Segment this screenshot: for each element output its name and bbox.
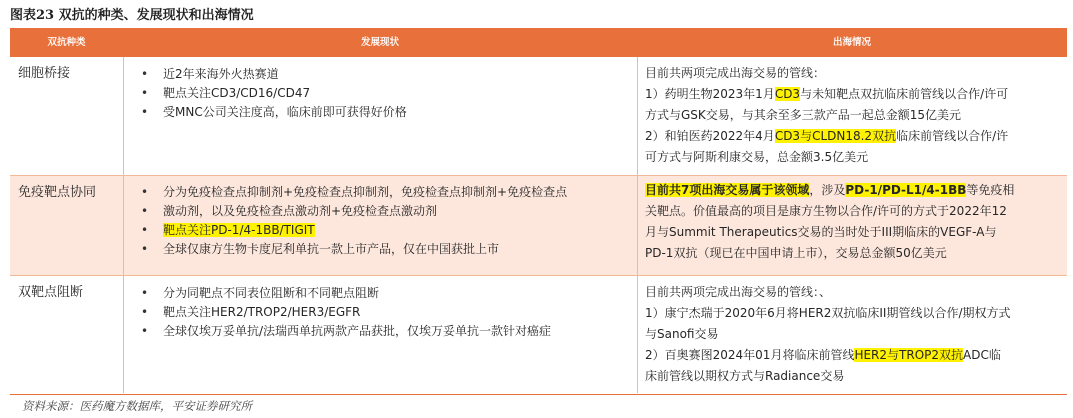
text-span: 等免疫相	[966, 183, 1015, 197]
overseas-line: 目前共两项完成出海交易的管线：、	[645, 285, 832, 299]
overseas-line	[645, 345, 1067, 366]
row-category: 双靶点阻断	[18, 285, 84, 300]
status-bullet: • 全球仅埃万妥单抗/法瑞西单抗两款产品获批，仅埃万妥单抗一款针对癌症	[141, 322, 637, 341]
column-divider	[637, 57, 638, 393]
overseas-line: PD-1双抗（现已在中国申请上市），交易总金额50亿美元	[645, 246, 947, 260]
status-bullet: • 全球仅康方生物卡度尼利单抗一款上市产品，仅在中国获批上市	[141, 240, 637, 259]
highlight-span: HER2与TROP2双抗	[854, 348, 964, 362]
row-overseas	[637, 57, 1067, 168]
row-category: 细胞桥接	[18, 66, 71, 81]
row-overseas	[637, 176, 1067, 264]
text-span: 与未知靶点双抗临床前管线以合作/许可	[800, 87, 1009, 101]
status-continuation	[141, 202, 637, 221]
text-span: 2）百奥赛图2024年01月将临床前管线	[645, 348, 855, 362]
status-bullet: • 分为同靶点不同表位阻断和不同靶点阻断	[141, 284, 637, 303]
text-span: ，涉及	[809, 183, 846, 197]
status-bullet: • 靶点关注CD3/CD16/CD47	[141, 84, 637, 103]
highlight-span: 目前共7项出海交易属于该领域	[645, 183, 810, 197]
header-overseas: 出海情况	[832, 37, 871, 48]
text-span: 1）药明生物2023年1月	[645, 87, 775, 101]
status-bullet: • 受MNC公司关注度高，临床前即可获得好价格	[141, 103, 637, 122]
row-status	[123, 276, 637, 341]
text-span: 临床前管线以合作/许	[896, 129, 1009, 143]
overseas-line: 1）康宁杰瑞于2020年6月将HER2双抗临床II期管线以合作/期权方式	[645, 306, 1011, 320]
table-row	[10, 176, 1067, 275]
header-category: 双抗种类	[47, 37, 86, 48]
figure-title: 图表23 双抗的种类、发展现状和出海情况	[10, 8, 254, 23]
overseas-line	[645, 180, 1067, 201]
row-status	[123, 176, 637, 259]
highlight-span: CD3与CLDN18.2双抗	[774, 129, 897, 143]
overseas-line: 方式与GSK交易，与其余至多三款产品一起总金额15亿美元	[645, 108, 962, 122]
overseas-line: 月与Summit Therapeutics交易的当时处于III期临床的VEGF-A与	[645, 225, 997, 239]
status-bullet: • 分为免疫检查点抑制剂+免疫检查点抑制剂，免疫检查点抑制剂+免疫检查点	[141, 183, 637, 202]
bispecific-table	[10, 28, 1067, 395]
header-status: 发展现状	[360, 37, 399, 48]
table-row	[10, 276, 1067, 393]
overseas-line	[645, 126, 1067, 147]
row-category: 免疫靶点协同	[18, 185, 97, 200]
table-row	[10, 57, 1067, 175]
table-header	[10, 29, 1067, 57]
row-overseas	[637, 276, 1067, 387]
text-span: 2）和铂医药2022年4月	[645, 129, 775, 143]
overseas-line: 关靶点。价值最高的项目是康方生物以合作/许可的方式于2022年12	[645, 204, 1007, 218]
column-divider	[123, 57, 124, 393]
status-bullet: • 近2年来海外火热赛道	[141, 65, 637, 84]
overseas-line: 床前管线以期权方式与Radiance交易	[645, 369, 845, 383]
overseas-line	[645, 84, 1067, 105]
highlight-span: CD3	[774, 87, 801, 101]
highlight-span: 靶点关注PD-1/4-1BB/TIGIT	[163, 223, 315, 237]
text-span: ADC临	[963, 348, 1001, 362]
overseas-line: 可方式与阿斯利康交易，总金额3.5亿美元	[645, 150, 869, 164]
source-note: 资料来源：医药魔方数据库，平安证券研究所	[22, 399, 252, 413]
status-bullet: • 靶点关注HER2/TROP2/HER3/EGFR	[141, 303, 637, 322]
text-span: 激动剂，以及免疫检查点激动剂+免疫检查点激动剂	[163, 204, 438, 218]
overseas-line: 与Sanofi交易	[645, 327, 719, 341]
row-status	[123, 57, 637, 122]
status-bullet	[141, 221, 637, 240]
overseas-line: 目前共两项完成出海交易的管线：	[645, 66, 826, 80]
highlight-span: PD-1/PD-L1/4-1BB	[845, 183, 967, 197]
